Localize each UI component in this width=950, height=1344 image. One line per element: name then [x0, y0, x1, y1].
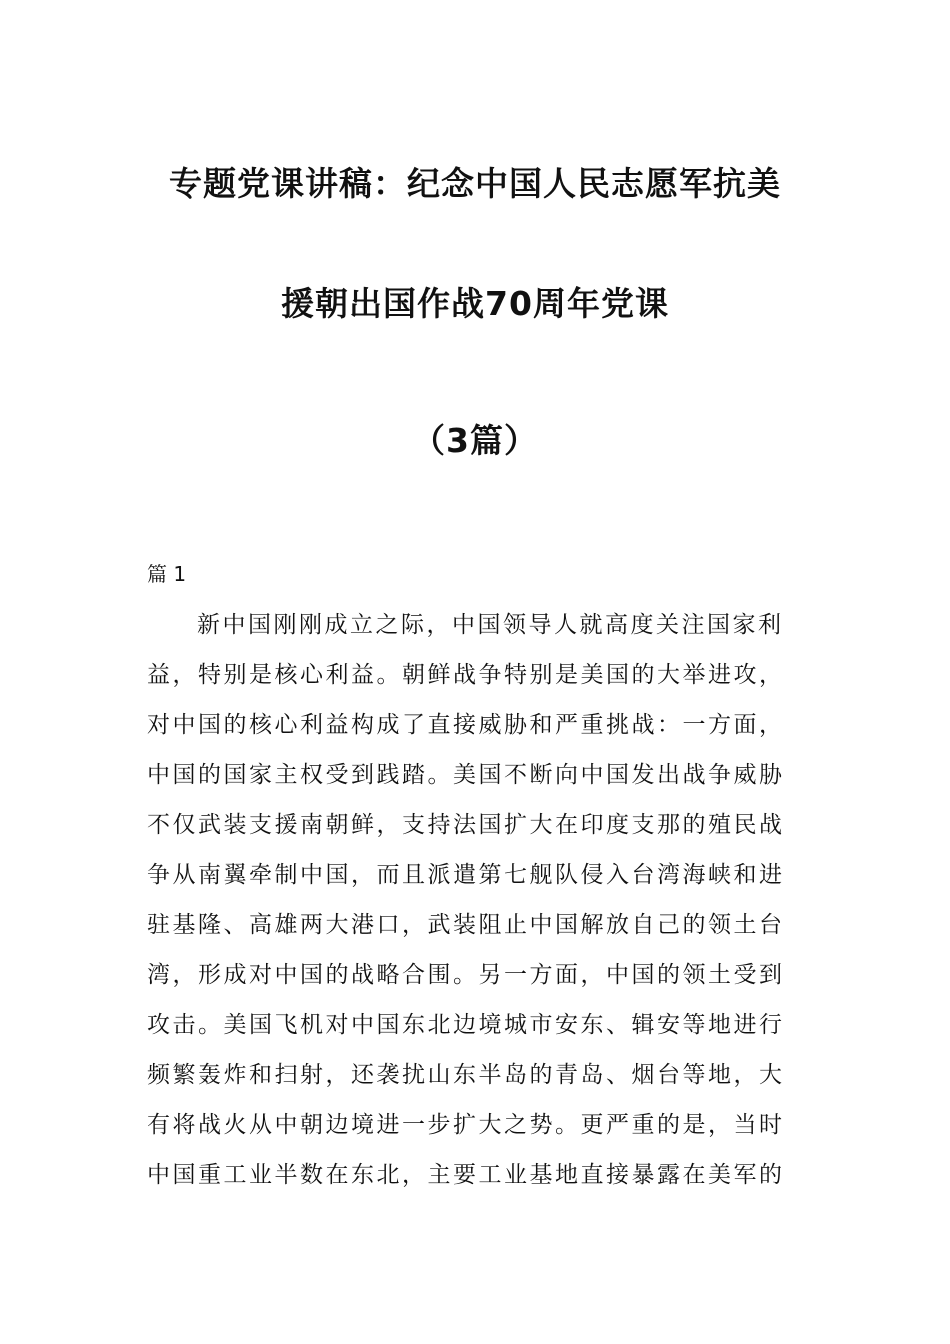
document-title-line-1: 专题党课讲稿：纪念中国人民志愿军抗美: [169, 164, 781, 203]
paragraph-line: 争从南翼牵制中国，而且派遣第七舰队侵入台湾海峡和进: [147, 862, 785, 888]
document-title-line-2: 援朝出国作战70周年党课: [281, 284, 669, 323]
paragraph-line: 驻基隆、高雄两大港口，武装阻止中国解放自己的领土台: [147, 912, 785, 938]
paragraph-line: 攻击。美国飞机对中国东北边境城市安东、辑安等地进行: [147, 1012, 785, 1038]
paragraph-line: 益，特别是核心利益。朝鲜战争特别是美国的大举进攻，: [147, 662, 785, 688]
document-subtitle-count: （3篇）: [412, 421, 538, 460]
paragraph-line: 不仅武装支援南朝鲜，支持法国扩大在印度支那的殖民战: [147, 812, 785, 838]
paragraph-line: 湾，形成对中国的战略合围。另一方面，中国的领土受到: [147, 962, 785, 988]
paragraph-line: 中国重工业半数在东北，主要工业基地直接暴露在美军的: [147, 1162, 785, 1188]
paragraph-line: 对中国的核心利益构成了直接威胁和严重挑战：一方面，: [147, 712, 785, 738]
section-label: 篇 1: [147, 562, 187, 586]
paragraph-line: 中国的国家主权受到践踏。美国不断向中国发出战争威胁: [147, 762, 785, 788]
paragraph-line: 频繁轰炸和扫射，还袭扰山东半岛的青岛、烟台等地，大: [147, 1062, 785, 1088]
paragraph-line: 新中国刚刚成立之际，中国领导人就高度关注国家利: [197, 612, 784, 638]
paragraph-line: 有将战火从中朝边境进一步扩大之势。更严重的是，当时: [147, 1112, 785, 1138]
